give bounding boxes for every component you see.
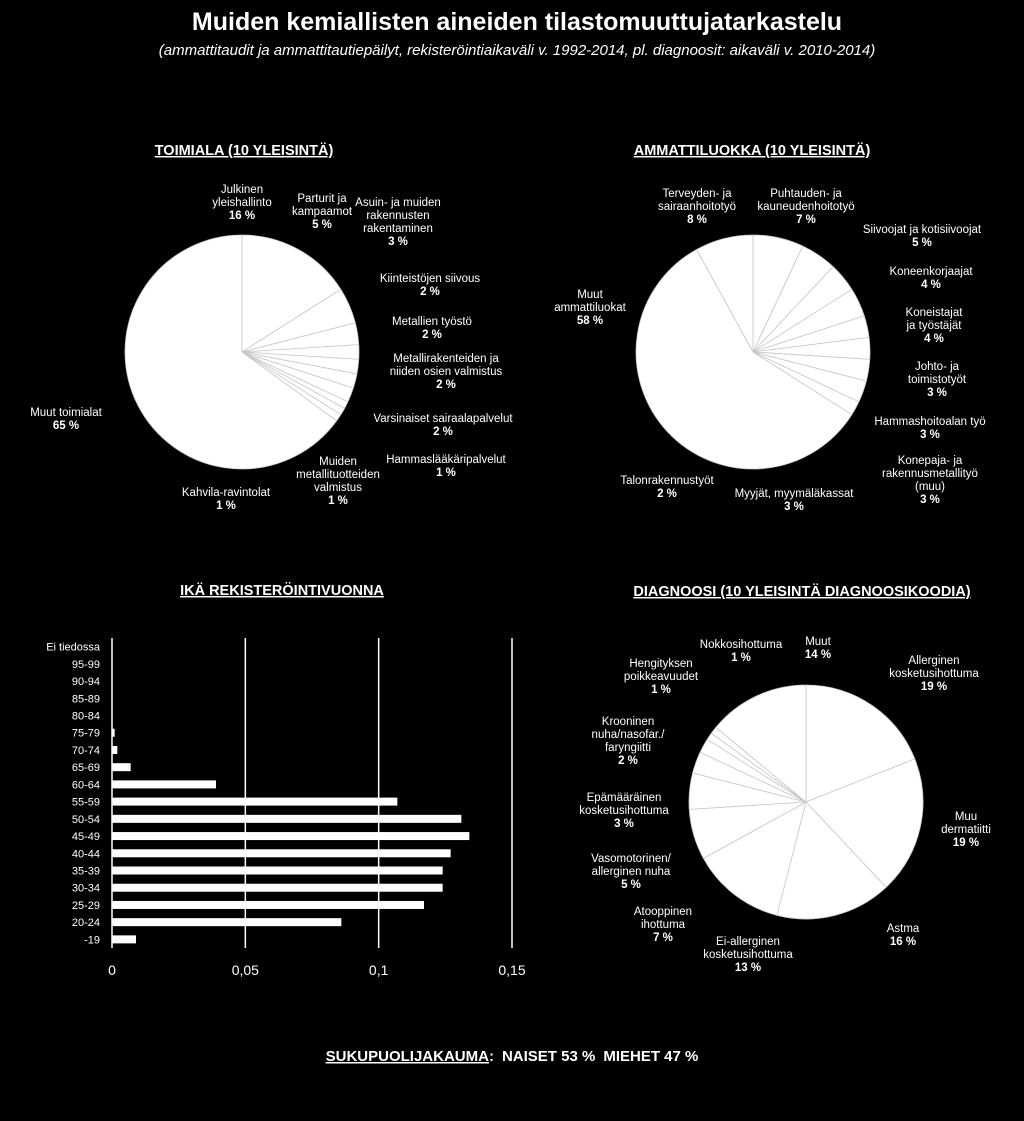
ammattiluokka-label-koneenkorjaajat: Koneenkorjaajat 4 % [889,266,973,291]
diagnoosi-value-muu-dermatiitti: 19 % [952,837,980,849]
ika-bar-19 [112,935,136,943]
page-title: Muiden kemiallisten aineiden tilastomuuttujatarkastelu [191,8,843,36]
ika-category-label: Ei tiedossa [46,641,100,654]
toimiala-label-parturit-ja-kampaamot: Parturit ja kampaamot 5 % [291,193,353,231]
bar-chart-ika [46,638,526,978]
ammattiluokka-value-myyjat-myymalakassat: 3 % [784,501,804,513]
diagnoosi-label-vasomotorinen-allerginen-nuha: Vasomotorinen/ allerginen nuha 5 % [591,853,671,891]
ika-category-label: 85-89 [71,693,100,706]
ika-bar-35-39 [112,867,443,875]
ammattiluokka-label-konepaja-ja-rakennusmetallityo-muu: Konepaja- ja rakennusmetallityö (muu) 3 % [882,455,978,506]
toimiala-label-metallirakenteiden-ja-niiden-osien-valmistus: Metallirakenteiden ja niiden osien valmistus 2 % [389,353,503,391]
diagnoosi-label-epamaarainen-kosketusihottuma: Epämääräinen kosketusihottuma 3 % [579,792,669,830]
toimiala-label-varsinaiset-sairaalapalvelut: Varsinaiset sairaalapalvelut 2 % [373,413,513,438]
ika-category-label: 65-69 [71,762,100,775]
toimiala-label-kahvila-ravintolat: Kahvila-ravintolat 1 % [181,487,271,512]
ika-bar-70-74 [112,746,117,754]
ammattiluokka-label-muut-ammattiluokat: Muut ammattiluokat 58 % [554,289,626,327]
ammattiluokka-value-terveyden-ja-sairaanhoitotyo: 8 % [687,214,707,226]
ammattiluokka-value-muut-ammattiluokat: 58 % [576,315,604,327]
ammattiluokka-label-siivoojat-ja-kotisiivoojat: Siivoojat ja kotisiivoojat 5 % [862,224,982,249]
ika-bar-55-59 [112,798,397,806]
ika-category-label: 60-64 [71,779,100,792]
diagnoosi-label-muut: Muut 14 % [804,636,832,661]
gender-women: NAISET 53 % [501,1048,596,1065]
toimiala-value-varsinaiset-sairaalapalvelut: 2 % [433,426,453,438]
ika-bar-75-79 [112,729,115,737]
chart-title-ika: IKÄ REKISTERÖINTIVUONNA [180,583,384,599]
ika-bar-50-54 [112,815,461,823]
ika-category-label: 70-74 [71,744,100,757]
pie-chart-toimiala [30,184,513,512]
ika-xtick-label: 0,15 [498,962,526,978]
toimiala-label-asuin-ja-muiden-rakennusten-rakentaminen: Asuin- ja muiden rakennusten rakentaminen 3 % [355,197,441,248]
toimiala-value-kiinteistojen-siivous: 2 % [420,286,440,298]
ammattiluokka-label-hammashoitoalan-tyo: Hammashoitoalan työ 3 % [874,416,986,441]
toimiala-value-metallirakenteiden-ja-niiden-osien-valmistus: 2 % [436,379,456,391]
ika-category-label: 80-84 [71,710,100,723]
ika-bar-25-29 [112,901,424,909]
diagnoosi-value-astma: 16 % [889,936,917,948]
toimiala-value-hammaslaakaripalvelut: 1 % [436,467,456,479]
ika-category-label: 35-39 [71,865,100,878]
ika-category-label: 20-24 [71,917,100,930]
toimiala-value-kahvila-ravintolat: 1 % [216,500,236,512]
chart-title-toimiala: TOIMIALA (10 YLEISINTÄ) [154,143,334,159]
toimiala-value-muiden-metallituotteiden-valmistus: 1 % [328,495,348,507]
ika-category-label: 95-99 [71,658,100,671]
ika-bar-40-44 [112,849,451,857]
diagnoosi-value-hengityksen-poikkeavuudet: 1 % [651,684,671,696]
ammattiluokka-label-koneistajat-ja-tyostajat: Koneistajat ja työstäjät 4 % [905,307,963,345]
diagnoosi-label-muu-dermatiitti: Muu dermatiitti 19 % [941,811,991,849]
toimiala-value-parturit-ja-kampaamot: 5 % [312,219,332,231]
diagnoosi-label-hengityksen-poikkeavuudet: Hengityksen poikkeavuudet 1 % [623,658,699,696]
ika-category-label: 45-49 [71,831,100,844]
ika-xtick-label: 0,1 [368,962,389,978]
toimiala-label-hammaslaakaripalvelut: Hammaslääkäripalvelut 1 % [386,454,506,479]
ammattiluokka-value-puhtauden-ja-kauneudenhoitotyo: 7 % [796,214,816,226]
ika-bar-65-69 [112,763,131,771]
ammattiluokka-value-hammashoitoalan-tyo: 3 % [920,429,940,441]
diagnoosi-value-ei-allerginen-kosketusihottuma: 13 % [734,962,762,974]
diagnoosi-value-atooppinen-ihottuma: 7 % [653,932,673,944]
diagnoosi-value-epamaarainen-kosketusihottuma: 3 % [614,818,634,830]
ika-category-label: 30-34 [71,882,100,895]
toimiala-value-julkinen-yleishallinto: 16 % [228,210,256,222]
chart-title-ammattiluokka: AMMATTILUOKKA (10 YLEISINTÄ) [633,143,871,159]
ika-category-label: 50-54 [71,813,100,826]
ammattiluokka-value-siivoojat-ja-kotisiivoojat: 5 % [912,237,932,249]
diagnoosi-value-muut: 14 % [804,649,832,661]
ika-xtick-label: 0 [108,962,116,978]
ammattiluokka-value-talonrakennustyot: 2 % [657,488,677,500]
pie-chart-ammattiluokka [554,188,985,513]
diagnoosi-label-ei-allerginen-kosketusihottuma: Ei-allerginen kosketusihottuma 13 % [703,936,793,974]
ammattiluokka-value-koneistajat-ja-tyostajat: 4 % [924,333,944,345]
ika-category-label: -19 [84,934,100,947]
ammattiluokka-label-talonrakennustyot: Talonrakennustyöt 2 % [620,475,714,500]
ammattiluokka-value-konepaja-ja-rakennusmetallityo-muu: 3 % [920,494,940,506]
ammattiluokka-label-puhtauden-ja-kauneudenhoitotyo: Puhtauden- ja kauneudenhoitotyö 7 % [757,188,855,226]
diagnoosi-label-atooppinen-ihottuma: Atooppinen ihottuma 7 % [633,906,693,944]
ammattiluokka-label-johto-ja-toimistotyot: Johto- ja toimistotyöt 3 % [907,361,967,399]
ika-bar-45-49 [112,832,469,840]
diagnoosi-value-vasomotorinen-allerginen-nuha: 5 % [621,879,641,891]
gender-men: MIEHET 47 % [603,1048,699,1065]
chart-title-diagnoosi: DIAGNOOSI (10 YLEISINTÄ DIAGNOOSIKOODIA) [633,584,971,600]
gender-distribution [326,1048,699,1065]
toimiala-label-muut-toimialat: Muut toimialat 65 % [30,407,102,432]
pie-chart-diagnoosi [579,636,991,974]
toimiala-label-metallien-tyosto: Metallien työstö 2 % [392,316,472,341]
ika-category-label: 75-79 [71,727,100,740]
ika-bar-30-34 [112,884,443,892]
ammattiluokka-label-myyjat-myymalakassat: Myyjät, myymäläkassat 3 % [734,488,854,513]
diagnoosi-label-krooninen-nuha-nasofar-faryngiitti: Krooninen nuha/nasofar./ faryngiitti 2 % [591,716,665,767]
ika-bar-20-24 [112,918,341,926]
toimiala-value-muut-toimialat: 65 % [52,420,80,432]
ika-category-label: 90-94 [71,676,100,689]
diagnoosi-label-allerginen-kosketusihottuma: Allerginen kosketusihottuma 19 % [889,655,979,693]
ika-category-label: 40-44 [71,848,100,861]
gender-label: SUKUPUOLIJAKAUMA [325,1048,489,1065]
ika-category-label: 25-29 [71,899,100,912]
diagnoosi-label-nokkosihottuma: Nokkosihottuma 1 % [699,639,783,664]
toimiala-value-asuin-ja-muiden-rakennusten-rakentaminen: 3 % [388,236,408,248]
ammattiluokka-value-johto-ja-toimistotyot: 3 % [927,387,947,399]
toimiala-label-kiinteistojen-siivous: Kiinteistöjen siivous 2 % [379,273,481,298]
gender-colon: : [488,1048,494,1065]
toimiala-label-julkinen-yleishallinto: Julkinen yleishallinto 16 % [212,184,272,222]
diagnoosi-value-krooninen-nuha-nasofar-faryngiitti: 2 % [618,755,638,767]
diagnoosi-label-astma: Astma 16 % [886,923,920,948]
ika-xtick-label: 0,05 [231,962,259,978]
page-subtitle: (ammattitaudit ja ammattitautiepäilyt, rekisteröintiaikaväli v. 1992-2014, pl. diagnoosit: aikaväli v. 2010-2014) [158,42,876,59]
toimiala-label-muiden-metallituotteiden-valmistus: Muiden metallituotteiden valmistus 1 % [296,456,380,507]
ika-category-label: 55-59 [71,796,100,809]
ammattiluokka-label-terveyden-ja-sairaanhoitotyo: Terveyden- ja sairaanhoitotyö 8 % [658,188,736,226]
ika-bar-60-64 [112,780,216,788]
diagnoosi-value-nokkosihottuma: 1 % [731,652,751,664]
diagnoosi-value-allerginen-kosketusihottuma: 19 % [920,681,948,693]
toimiala-value-metallien-tyosto: 2 % [422,329,442,341]
ammattiluokka-value-koneenkorjaajat: 4 % [921,279,941,291]
